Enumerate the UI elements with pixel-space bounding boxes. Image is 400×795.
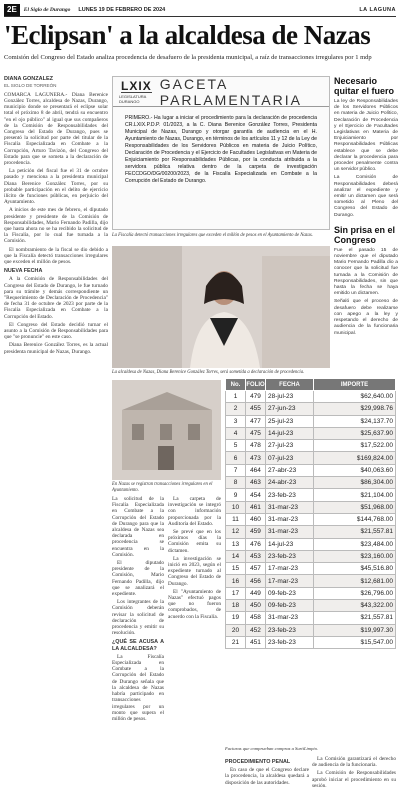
table-cell: 20 [226, 624, 246, 636]
table-cell: 27-jun-23 [266, 403, 314, 415]
table-row [226, 440, 396, 452]
table-cell: 478 [246, 440, 266, 452]
page-header [4, 3, 396, 17]
table-row [226, 464, 396, 476]
table-cell: $144,768.00 [314, 513, 396, 525]
table-row [226, 624, 396, 636]
paragraph: La petición del fiscal fue el 31 de octubre pasado y menciona a la presidenta municipal Diana Berenice González Torres, por su probable participación en el delito de ejercicio ilícito de funciones públicas, en perjuicio del Ayuntamiento. [4, 168, 108, 206]
table-cell: 27-jul-23 [266, 440, 314, 452]
table-cell: 23-feb-23 [266, 489, 314, 501]
sidebar-heading: Necesario quitar el fuero [334, 76, 395, 96]
table-cell: 4 [226, 427, 246, 439]
table-cell: 479 [246, 391, 266, 403]
table-cell: 453 [246, 550, 266, 562]
table-row [226, 489, 396, 501]
photo-mayor [112, 246, 330, 368]
table-cell: 14-jul-23 [266, 538, 314, 550]
table-row [226, 575, 396, 587]
table-cell: $29,998.76 [314, 403, 396, 415]
sidebar [334, 76, 398, 339]
table-cell: 31-mar-23 [266, 501, 314, 513]
sidebar-text: La ley de Responsabilidades de los Servidores Públicos en materia de Juicio Político, Declaración de Procedencia y el Ejercicio de Facultades Legislativas en Materia de Enjuiciamiento por Responsabilidades Públicas establece que se debe declarar la procedencia para proceder penalmente contra un servidor público. La Comisión de Responsabilidades deberá analizar el expediente y emitir un dictamen que será sometido al Pleno del Congreso del Estado de Durango. [334, 99, 398, 218]
gazette-body: PRIMERO.- Ha lugar a iniciar el procedimiento para la declaración de procedencia CR.LXIX.P.D.P. 01/2023, a la C. Diana Berenice González Torres, Presidenta Municipal de Nazas, Durango y otorgar garantía de audiencia en el H. Ayuntamiento de Nazas, Durango, en términos de los artículos 11 y 12 de la Ley de Responsabilidades de los Servidores Públicos en materia de Juicio Político, Declaración de Procedencia y el Ejercicio de Facultades Legislativas en Materia de Enjuiciamiento por Responsabilidades Públicas, por la conducta atribuida a la servidora pública relativa dentro de la carpeta de investigación FECCDGO/DG/00200/2023, de la Fiscalía Especializada en Combate a la Corrupción del Estado de Durango. [125, 115, 317, 184]
paragraph: La investigación se inició en 2023, según el expediente turnado al Congreso del Estado de Durango. [168, 555, 221, 587]
subhead: Comisión del Congreso del Estado analiza procedencia de desafuero de la presidenta municipal, a raíz de transacciones irregulares por 1 mdp [4, 54, 372, 61]
table-row [226, 513, 396, 525]
table-cell: $43,322.00 [314, 600, 396, 612]
table-cell: 21 [226, 636, 246, 648]
table-cell: 13 [226, 538, 246, 550]
table-cell: 458 [246, 612, 266, 624]
table-cell: 1 [226, 391, 246, 403]
table-cell: 31-mar-23 [266, 526, 314, 538]
page-number: 2E [4, 4, 20, 16]
paragraph: La Comisión garantizará el derecho de audiencia de la funcionaria. [312, 756, 396, 769]
table-header-row [226, 379, 396, 391]
table-cell: 24-abr-23 [266, 477, 314, 489]
table-cell: 23-feb-23 [266, 550, 314, 562]
table-cell: 11 [226, 513, 246, 525]
table-cell: $86,304.00 [314, 477, 396, 489]
table-cell: 23-feb-23 [266, 624, 314, 636]
table-cell: 455 [246, 403, 266, 415]
paragraph: La solicitud de la Fiscalía Especializada en Combate a la Corrupción del Estado de Durango para que la alcaldesa de Nazas sea declarada en procedencia se encuentra en la Comisión. [112, 496, 164, 558]
article-column-4 [225, 756, 309, 790]
photo-building [112, 380, 221, 480]
table-cell: 9 [226, 489, 246, 501]
table-cell: 7 [226, 464, 246, 476]
gazette-header [113, 77, 329, 107]
table-cell: 31-mar-23 [266, 513, 314, 525]
table-row [226, 526, 396, 538]
section-heading: PROCEDIMIENTO PENAL [225, 759, 291, 765]
table-cell: $21,557.81 [314, 612, 396, 624]
table-row [226, 600, 396, 612]
table-cell: 450 [246, 600, 266, 612]
table-cell: 3 [226, 415, 246, 427]
table-cell: 477 [246, 415, 266, 427]
headline: 'Eclipsan' a la alcaldesa de Nazas [4, 20, 371, 50]
table-cell: 460 [246, 513, 266, 525]
caption-photo: La alcaldesa de Nazas, Diana Berenice González Torres, será sometida a declaración de procedencia. [112, 370, 305, 375]
table-cell: 459 [246, 526, 266, 538]
table-cell: 12 [226, 526, 246, 538]
table-cell: 17-mar-23 [266, 575, 314, 587]
section-heading: ¿QUÉ SE ACUSA A LA ALCALDESA? [112, 639, 164, 652]
table-cell: $25,637.90 [314, 427, 396, 439]
table-cell: 19 [226, 612, 246, 624]
table-cell: $40,063.60 [314, 464, 396, 476]
table-cell: 25-jul-23 [266, 415, 314, 427]
section-heading: NUEVA FECHA [4, 268, 43, 275]
table-cell: $51,968.00 [314, 501, 396, 513]
paragraph: La Comisión de Responsabilidades aprobó iniciar el procedimiento en su sesión. [312, 770, 396, 789]
table-cell: 475 [246, 427, 266, 439]
paragraph: En caso de que el Congreso declare la procedencia, la alcaldesa quedará a disposición de las autoridades. [225, 767, 309, 786]
table-cell: 18 [226, 600, 246, 612]
column-header: FECHA [266, 379, 314, 391]
table-cell: $21,557.81 [314, 526, 396, 538]
issue-date: LUNES 19 DE FEBRERO DE 2024 [78, 6, 166, 13]
paragraph: La Fiscalía Especializada en Combate a la Corrupción del Estado de Durango señala que la alcaldesa de Nazas habría participado en transacciones irregulares por un monto que supera el millón de pesos. [112, 653, 164, 722]
table-cell: 457 [246, 563, 266, 575]
table-cell: 10 [226, 501, 246, 513]
paragraph: El diputado presidente de la Comisión, Mario Fernando Padilla, dijo que se analizará el expediente. [112, 560, 164, 598]
paragraph: El nombramiento de la fiscal se dio debido a que la Fiscalía detectó transacciones irregulares que exceden el millón de pesos. [4, 246, 108, 265]
table-row [226, 550, 396, 562]
table-row [226, 587, 396, 599]
paragraph: COMARCA LAGUNERA.- Diana Berenice González Torres, alcaldesa de Nazas, Durango, municipio donde se presentará el eclipse solar total el próximo 8 de abril, tendrá su encuentro "en el ojo público" al igual que sus compañeros de la Comisión de Responsabilidades del Congreso del Estado de Durango, pues se presentó la solicitud por parte del titular de la Fiscalía Especializada en Combate a la Corrupción, Arturo Tavizón, del Congreso del Estado para que se someta a la declaración de procedencia. [4, 91, 108, 166]
paragraph: El Congreso del Estado decidió turnar el asunto a la Comisión de Responsabilidades para que "se pronuncie" en este caso. [4, 321, 108, 341]
caption-top: La Fiscalía detectó transacciones irregulares que exceden el millón de pesos en el Ayuntamiento de Nazas. [112, 233, 313, 238]
table-cell: 449 [246, 587, 266, 599]
photo-illustration [112, 246, 330, 368]
byline-author: DIANA GONZÁLEZ [4, 76, 53, 82]
table-cell: 464 [246, 464, 266, 476]
sidebar-heading: Sin prisa en el Congreso [334, 224, 396, 245]
table-cell: $45,516.80 [314, 563, 396, 575]
byline-outlet: EL SIGLO DE TORREÓN [4, 82, 57, 88]
paragraph: Los integrantes de la Comisión deberán revisar la solicitud de declaración de procedencia y emitir su resolución. [112, 599, 164, 637]
table-row [226, 391, 396, 403]
table-cell: $12,681.00 [314, 575, 396, 587]
table-cell: $21,104.00 [314, 489, 396, 501]
photo-illustration [112, 380, 221, 480]
table-cell: $26,796.00 [314, 587, 396, 599]
paragraph: A la Comisión de Responsabilidades del Congreso del Estado de Durango, le fue turnado para su trámite y demás correspondiente un "Requerimiento de Declaración de Procedencia" de fecha 31 de octubre de 2023 por parte de la Fiscalía Especializada en Combate a la Corrupción del Estado. [4, 276, 108, 320]
table-row [226, 636, 396, 648]
table-cell: $19,997.30 [314, 624, 396, 636]
table-cell: 8 [226, 477, 246, 489]
table-cell: 16 [226, 575, 246, 587]
table-cell: $23,484.00 [314, 538, 396, 550]
table-cell: 27-abr-23 [266, 464, 314, 476]
table-row [226, 563, 396, 575]
table-cell: $17,522.00 [314, 440, 396, 452]
table-cell: 476 [246, 538, 266, 550]
table-cell: 2 [226, 403, 246, 415]
table-row [226, 452, 396, 464]
article-column-2 [112, 496, 164, 784]
table-cell: $169,824.00 [314, 452, 396, 464]
table-cell: 14 [226, 550, 246, 562]
paragraph: A inicios de este mes de febrero, el diputado presidente y presidente de la Comisión de Responsabilidades, Mario Fernando Padilla, dijo que hasta ahora no se ha recibido la solicitud de la Fiscalía, por lo cual fue turnada a la Comisión. [4, 207, 108, 245]
table-cell: 456 [246, 575, 266, 587]
paragraph: La carpeta de investigación se integró con información proporcionada por la Auditoría del Estado. [168, 496, 221, 527]
table-cell: 473 [246, 452, 266, 464]
table-cell: $62,640.00 [314, 391, 396, 403]
article-column-3 [168, 496, 221, 784]
gazette-title: GACETA PARLAMENTARIA [159, 75, 302, 108]
table-cell: 31-mar-23 [266, 612, 314, 624]
table-cell: $24,137.70 [314, 415, 396, 427]
table-row [226, 501, 396, 513]
table-caption: Facturas que comprueban compras a SurtiLimpio. [225, 746, 319, 751]
section-name: LA LAGUNA [359, 6, 396, 13]
table-cell: 14-jul-23 [266, 427, 314, 439]
table-cell: 17-mar-23 [266, 563, 314, 575]
table-cell: 5 [226, 440, 246, 452]
paragraph: Se prevé que en los próximos días la Comisión emita su dictamen. [168, 529, 221, 554]
table-cell: $23,160.00 [314, 550, 396, 562]
table-row [226, 612, 396, 624]
table-row [226, 477, 396, 489]
table-row [226, 427, 396, 439]
gazette-box [112, 76, 330, 230]
table-cell: 09-feb-23 [266, 600, 314, 612]
table-cell: 454 [246, 489, 266, 501]
congress-logo: LXIX LEGISLATURA DURANGO [119, 78, 152, 104]
article-column-5 [312, 756, 396, 790]
table-row [226, 415, 396, 427]
paper-name: El Siglo de Durango [23, 6, 71, 13]
column-header: No. [226, 379, 246, 391]
table-cell: 09-feb-23 [266, 587, 314, 599]
table-cell: 28-jul-23 [266, 391, 314, 403]
sidebar-text: Fue el pasado 15 de noviembre que el diputado Mario Fernando Padilla dio a conocer que la solicitud fue turnada a la Comisión de Responsabilidades, sin que hasta la fecha se haya emitido un dictamen. Señaló que el proceso de desafuero debe realizarse con apego a la ley y respetando el derecho de audiencia de la funcionaria municipal. [334, 247, 398, 336]
table-cell: 452 [246, 624, 266, 636]
column-header: IMPORTE [314, 379, 396, 391]
table-row [226, 538, 396, 550]
table-cell: 17 [226, 587, 246, 599]
table-cell: 451 [246, 636, 266, 648]
table-row [226, 403, 396, 415]
table-cell: 461 [246, 501, 266, 513]
invoice-table [225, 378, 396, 649]
column-header: FOLIO [246, 379, 266, 391]
paragraph: Diana Berenice González Torres, es la actual presidenta municipal de Nazas, Durango. [4, 342, 108, 355]
article-column-1 [4, 76, 108, 778]
caption-photo-2: En Nazas se registran transacciones irregulares en el Ayuntamiento. [112, 482, 213, 493]
table-cell: 463 [246, 477, 266, 489]
table-cell: $15,547.00 [314, 636, 396, 648]
table-cell: 07-jul-23 [266, 452, 314, 464]
paragraph: El "Ayuntamiento de Nazas" efectuó pagos que no fueron comprobados, de acuerdo con la Fiscalía. [168, 588, 221, 620]
table-cell: 6 [226, 452, 246, 464]
table-cell: 23-feb-23 [266, 636, 314, 648]
table-cell: 15 [226, 563, 246, 575]
